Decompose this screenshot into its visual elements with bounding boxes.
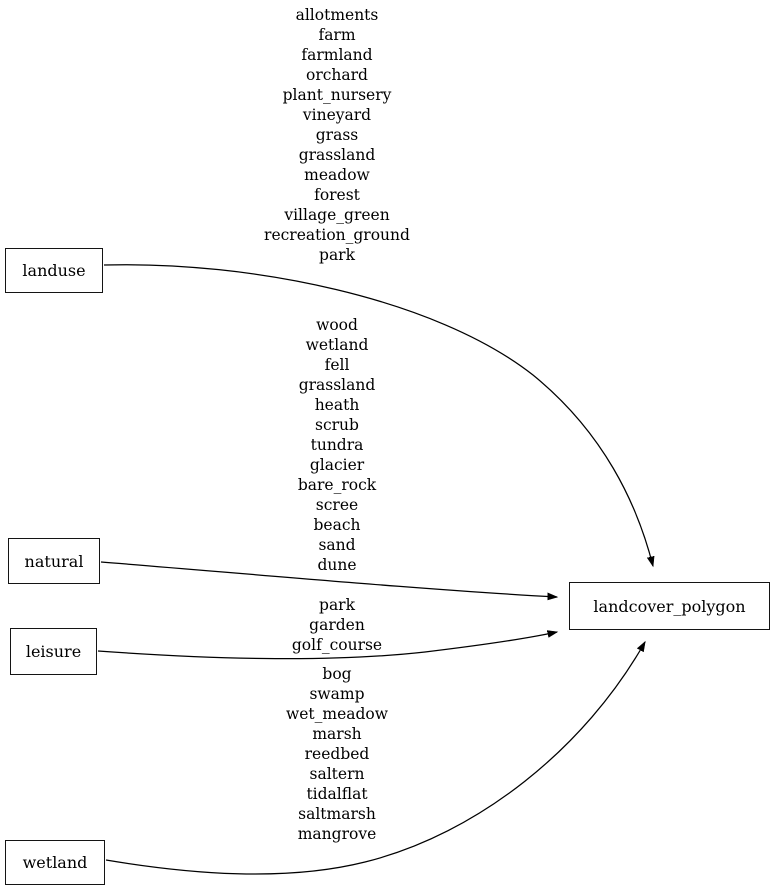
edge-label-line: reedbed	[304, 745, 370, 763]
edge-label-line: garden	[309, 616, 365, 634]
edge-label-line: mangrove	[297, 825, 377, 843]
edge-label-line: fell	[324, 356, 350, 374]
node-landuse-label: landuse	[22, 261, 86, 280]
edge-label-line: golf_course	[291, 636, 383, 654]
node-landcover-polygon-label: landcover_polygon	[593, 596, 746, 616]
edge-label-line: marsh	[312, 725, 362, 743]
edge-label-line: wood	[316, 316, 358, 334]
edge-label-line: saltmarsh	[298, 805, 376, 823]
edge-label-line: wetland	[305, 336, 369, 354]
node-natural-label: natural	[24, 551, 84, 571]
edge-label-line: swamp	[309, 685, 365, 703]
edge-label-line: sand	[318, 536, 356, 554]
edge-label-line: beach	[313, 516, 361, 534]
edge-label-wetland-values	[177, 664, 497, 844]
edge-label-line: scrub	[315, 416, 359, 434]
edge-label-line: plant_nursery	[282, 86, 392, 104]
edge-label-line: forest	[314, 186, 360, 204]
node-leisure	[10, 628, 97, 675]
node-wetland-label: wetland	[22, 853, 88, 872]
edge-label-line: farm	[318, 26, 356, 44]
edge-label-line: park	[319, 246, 355, 264]
node-wetland	[5, 840, 105, 885]
edge-label-line: vineyard	[302, 106, 372, 124]
edge-label-leisure-values	[177, 595, 497, 655]
edge-label-line: farmland	[301, 46, 373, 64]
edge-label-landuse-values	[177, 5, 497, 265]
edge-label-line: tundra	[310, 436, 364, 454]
node-natural	[8, 538, 100, 584]
edge-label-line: scree	[315, 496, 359, 514]
edge-label-line: meadow	[304, 166, 370, 184]
edge-label-line: wet_meadow	[285, 705, 389, 723]
node-leisure-label: leisure	[25, 642, 82, 661]
edge-label-line: saltern	[309, 765, 365, 783]
edge-label-line: recreation_ground	[264, 226, 410, 244]
edge-label-line: grassland	[298, 376, 376, 394]
edge-label-line: grass	[315, 126, 359, 144]
node-landuse	[5, 248, 103, 293]
edge-label-line: orchard	[306, 66, 368, 84]
edge-label-line: tidalflat	[306, 785, 368, 803]
edge-label-line: bare_rock	[297, 476, 377, 494]
edge-label-line: heath	[314, 396, 360, 414]
edge-label-line: bog	[322, 665, 352, 683]
edge-label-natural-values	[177, 315, 497, 575]
edge-label-line: grassland	[298, 146, 376, 164]
edge-label-line: glacier	[309, 456, 365, 474]
node-landcover-polygon	[569, 582, 770, 630]
edge-label-line: village_green	[284, 206, 390, 224]
edge-label-line: dune	[317, 556, 357, 574]
edge-label-line: park	[319, 596, 355, 614]
edge-label-line: allotments	[295, 6, 379, 24]
